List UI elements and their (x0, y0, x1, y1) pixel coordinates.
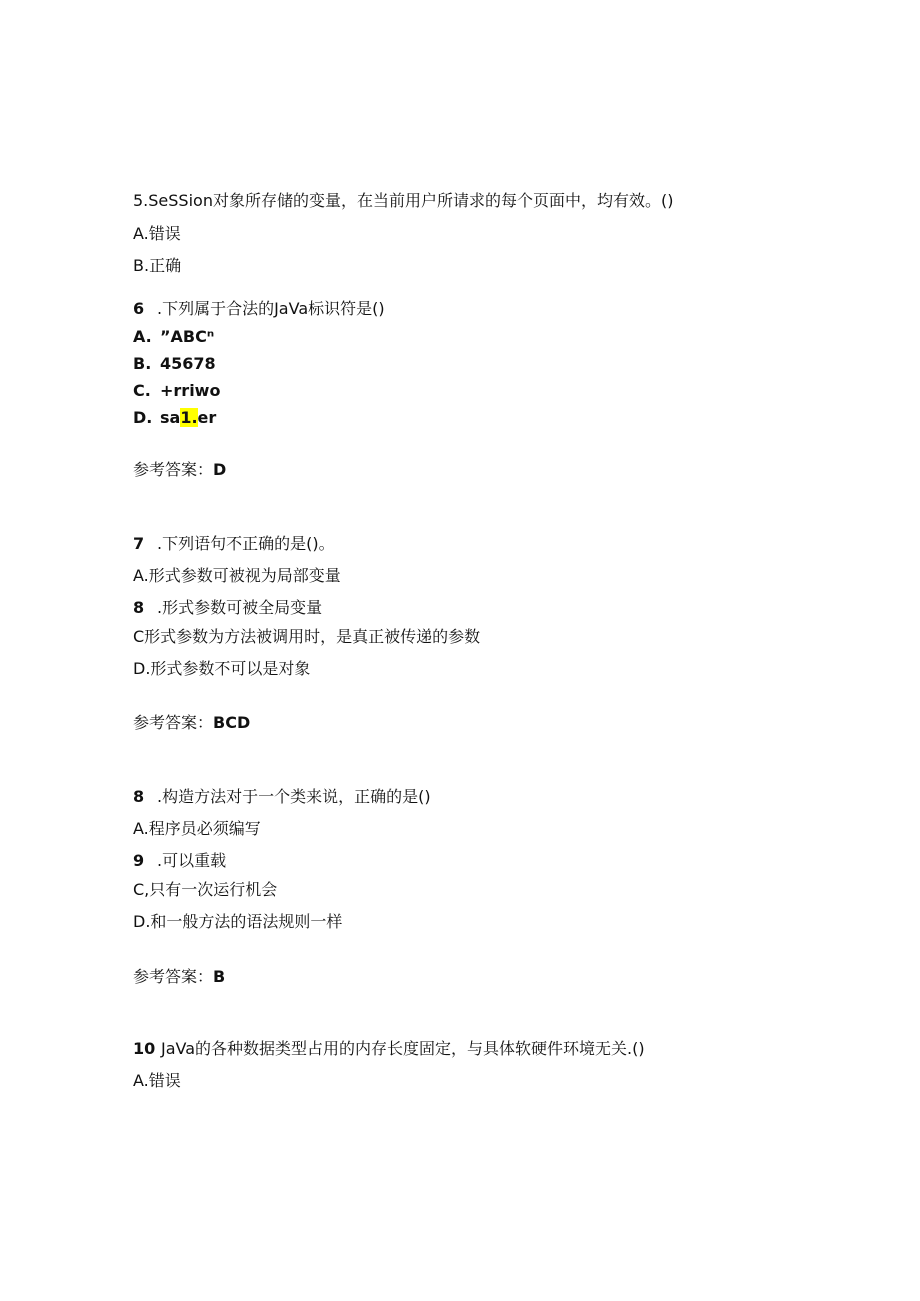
question-6-option-a (133, 327, 214, 347)
option-b-number: 8 (133, 598, 145, 617)
option-b-number: 9 (133, 851, 145, 870)
option-text: 45678 (160, 354, 216, 373)
answer-value: BCD (213, 713, 251, 732)
option-letter: D. (133, 408, 153, 427)
answer-value: B (213, 967, 226, 986)
question-6-option-d (133, 408, 216, 428)
question-7-answer (133, 713, 250, 733)
option-letter: C. (133, 381, 151, 400)
question-7-option-a: A.形式参数可被视为局部变量 (133, 566, 341, 585)
question-5-option-b: B.正确 (133, 256, 182, 275)
option-text-post: er (197, 408, 217, 427)
question-6-number: 6 (133, 299, 145, 318)
option-letter: A. (133, 327, 152, 346)
option-text: ”ABCⁿ (160, 327, 215, 346)
question-10-text: JaVa的各种数据类型占用的内存长度固定，与具体软硬件环境无关.() (161, 1039, 645, 1058)
answer-label: 参考答案： (133, 460, 214, 479)
question-7-stem (133, 534, 335, 554)
question-6-option-b (133, 354, 216, 374)
question-5-stem: 5.SeSSion对象所存储的变量，在当前用户所请求的每个页面中，均有效。() (133, 191, 674, 210)
answer-value: D (213, 460, 227, 479)
answer-label: 参考答案： (133, 967, 214, 986)
question-7-option-b (133, 598, 322, 618)
question-6-stem (133, 299, 385, 319)
question-8-stem (133, 787, 431, 807)
question-7-number: 7 (133, 534, 145, 553)
question-10-number: 10 (133, 1039, 156, 1058)
option-b-text: .形式参数可被全局变量 (157, 598, 323, 617)
question-7-option-c: C形式参数为方法被调用时，是真正被传递的参数 (133, 627, 481, 646)
question-6-option-c (133, 381, 220, 401)
option-text: +rriwo (160, 381, 221, 400)
answer-label: 参考答案： (133, 713, 214, 732)
question-7-text: .下列语句不正确的是()。 (157, 534, 335, 553)
question-8-number: 8 (133, 787, 145, 806)
question-6-answer (133, 460, 226, 480)
question-7-option-d: D.形式参数不可以是对象 (133, 659, 311, 678)
question-8-answer (133, 967, 225, 987)
highlighted-text: 1. (180, 408, 198, 427)
question-8-option-a: A.程序员必须编写 (133, 819, 261, 838)
option-text-pre: sa (160, 408, 181, 427)
option-letter: B. (133, 354, 152, 373)
question-8-option-c: C,只有一次运行机会 (133, 880, 278, 899)
question-8-text: .构造方法对于一个类来说，正确的是() (157, 787, 431, 806)
question-10-stem (133, 1039, 645, 1059)
option-b-text: .可以重载 (157, 851, 227, 870)
question-5-option-a: A.错误 (133, 224, 181, 243)
question-8-option-b (133, 851, 226, 871)
question-6-text: .下列属于合法的JaVa标识符是() (157, 299, 385, 318)
question-10-option-a: A.错误 (133, 1071, 181, 1090)
question-8-option-d: D.和一般方法的语法规则一样 (133, 912, 343, 931)
